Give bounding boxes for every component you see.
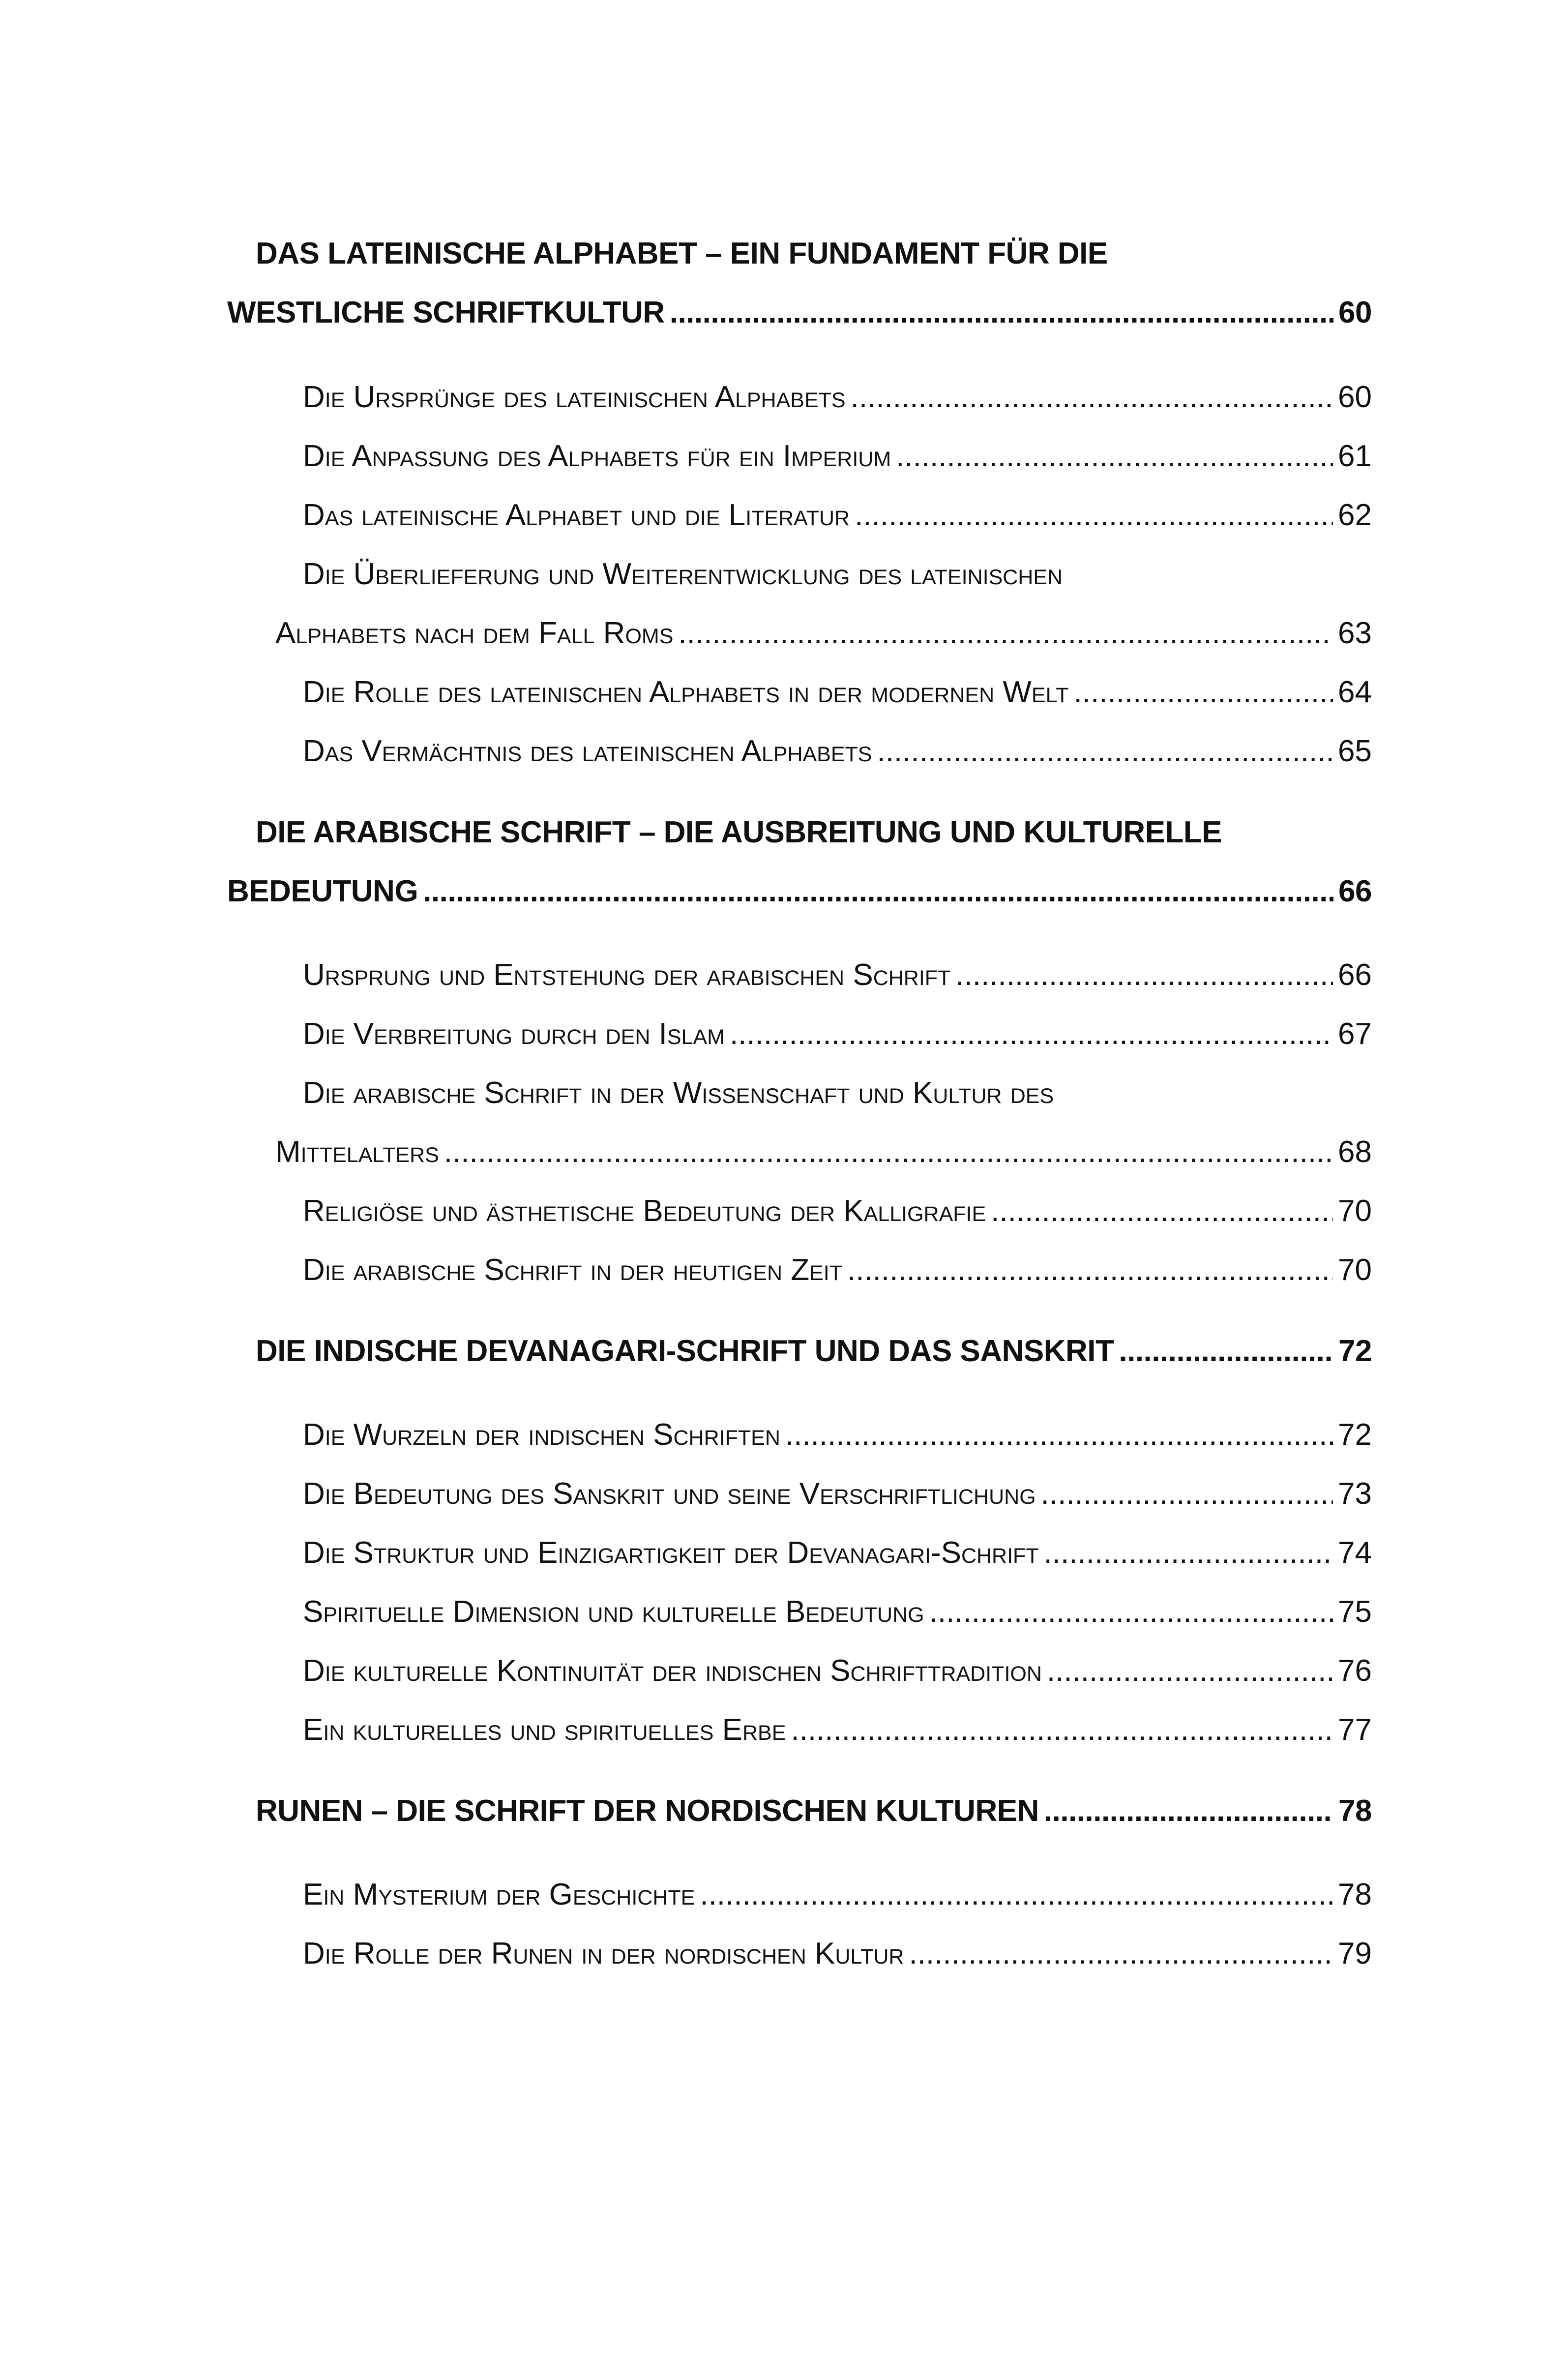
section-title: Alphabets nach dem Fall Roms bbox=[275, 616, 674, 650]
page-number: 76 bbox=[1338, 1654, 1372, 1688]
section-title: Religiöse und ästhetische Bedeutung der Kalligrafie bbox=[303, 1194, 986, 1228]
section-entry bbox=[303, 1647, 1372, 1695]
section-entry bbox=[303, 952, 1372, 999]
chapter-title: DIE ARABISCHE SCHRIFT – DIE AUSBREITUNG UND KULTURELLE bbox=[256, 815, 1222, 849]
page-number: 70 bbox=[1338, 1194, 1372, 1228]
section-entry bbox=[303, 551, 1372, 598]
dot-leader bbox=[423, 868, 1333, 915]
page-number: 68 bbox=[1338, 1135, 1372, 1169]
dot-leader bbox=[785, 1411, 1333, 1459]
chapter-title: BEDEUTUNG bbox=[227, 874, 418, 908]
page-number: 62 bbox=[1338, 498, 1372, 532]
section-title: Die arabische Schrift in der heutigen Zeit bbox=[303, 1253, 842, 1287]
section-entry bbox=[275, 1129, 1372, 1176]
dot-leader bbox=[700, 1871, 1333, 1918]
chapter-title: DIE INDISCHE DEVANAGARI-SCHRIFT UND DAS SANSKRIT bbox=[256, 1334, 1114, 1368]
section-entry bbox=[303, 1930, 1372, 1977]
section-title: Das lateinische Alphabet und die Literatur bbox=[303, 498, 850, 532]
section-entry bbox=[303, 433, 1372, 480]
section-title: Die Verbreitung durch den Islam bbox=[303, 1017, 725, 1051]
page-number: 63 bbox=[1338, 616, 1372, 650]
dot-leader bbox=[877, 728, 1333, 775]
chapter-heading bbox=[256, 1328, 1372, 1375]
section-title: Mittelalters bbox=[275, 1135, 439, 1169]
page-number: 78 bbox=[1338, 1878, 1372, 1911]
page-number: 67 bbox=[1338, 1017, 1372, 1051]
chapter-heading bbox=[256, 1788, 1372, 1835]
page-number: 77 bbox=[1338, 1713, 1372, 1747]
page-number: 78 bbox=[1338, 1794, 1372, 1828]
dot-leader bbox=[847, 1247, 1333, 1294]
dot-leader bbox=[1074, 669, 1333, 716]
dot-leader bbox=[955, 952, 1333, 999]
chapter-heading bbox=[256, 230, 1372, 277]
section-entry bbox=[303, 1529, 1372, 1577]
section-title: Die Anpassung des Alphabets für ein Imperium bbox=[303, 439, 891, 473]
section-entry bbox=[303, 374, 1372, 421]
chapter-title: DAS LATEINISCHE ALPHABET – EIN FUNDAMENT FÜR DIE bbox=[256, 237, 1108, 270]
dot-leader bbox=[855, 492, 1333, 539]
dot-leader bbox=[991, 1188, 1333, 1235]
section-entry bbox=[303, 1011, 1372, 1058]
section-entry bbox=[303, 1871, 1372, 1918]
dot-leader bbox=[909, 1930, 1333, 1977]
page-number: 66 bbox=[1338, 874, 1372, 908]
dot-leader bbox=[444, 1129, 1333, 1176]
chapter-heading bbox=[227, 289, 1372, 336]
section-title: Die Rolle des lateinischen Alphabets in der modernen Welt bbox=[303, 675, 1069, 709]
section-title: Die kulturelle Kontinuität der indischen Schrifttradition bbox=[303, 1654, 1042, 1688]
page-number: 79 bbox=[1338, 1937, 1372, 1970]
section-entry bbox=[303, 1188, 1372, 1235]
page-number: 73 bbox=[1338, 1477, 1372, 1511]
section-entry bbox=[303, 1588, 1372, 1636]
section-entry bbox=[303, 492, 1372, 539]
section-title: Das Vermächtnis des lateinischen Alphabets bbox=[303, 734, 872, 768]
page-number: 65 bbox=[1338, 734, 1372, 768]
dot-leader bbox=[1044, 1529, 1333, 1577]
dot-leader bbox=[896, 433, 1333, 480]
section-title: Die Ursprünge des lateinischen Alphabets bbox=[303, 380, 846, 414]
page-number: 61 bbox=[1338, 439, 1372, 473]
chapter-heading bbox=[256, 809, 1372, 856]
page-number: 64 bbox=[1338, 675, 1372, 709]
section-entry bbox=[303, 1070, 1372, 1117]
chapter-title: WESTLICHE SCHRIFTKULTUR bbox=[227, 296, 665, 329]
section-title: Die Bedeutung des Sanskrit und seine Verschriftlichung bbox=[303, 1477, 1036, 1511]
section-entry bbox=[303, 1247, 1372, 1294]
section-title: Ein Mysterium der Geschichte bbox=[303, 1878, 695, 1911]
section-entry bbox=[303, 728, 1372, 775]
page-number: 60 bbox=[1338, 296, 1372, 329]
section-entry bbox=[303, 1470, 1372, 1518]
page-number: 75 bbox=[1338, 1595, 1372, 1629]
dot-leader bbox=[1041, 1470, 1333, 1518]
dot-leader bbox=[1047, 1647, 1333, 1695]
section-entry bbox=[303, 669, 1372, 716]
section-entry bbox=[303, 1411, 1372, 1459]
page-number: 66 bbox=[1338, 958, 1372, 992]
chapter-heading bbox=[227, 868, 1372, 915]
section-title: Die Rolle der Runen in der nordischen Kultur bbox=[303, 1937, 904, 1970]
dot-leader bbox=[1044, 1788, 1333, 1835]
section-title: Ein kulturelles und spirituelles Erbe bbox=[303, 1713, 786, 1747]
page-number: 60 bbox=[1338, 380, 1372, 414]
section-title: Spirituelle Dimension und kulturelle Bedeutung bbox=[303, 1595, 924, 1629]
section-title: Ursprung und Entstehung der arabischen Schrift bbox=[303, 958, 951, 992]
dot-leader bbox=[678, 610, 1333, 657]
section-entry bbox=[275, 610, 1372, 657]
section-entry bbox=[303, 1706, 1372, 1754]
page-number: 70 bbox=[1338, 1253, 1372, 1287]
chapter-title: RUNEN – DIE SCHRIFT DER NORDISCHEN KULTUREN bbox=[256, 1794, 1039, 1828]
page-number: 72 bbox=[1338, 1418, 1372, 1452]
section-title: Die Struktur und Einzigartigkeit der Devanagari-Schrift bbox=[303, 1536, 1039, 1570]
section-title: Die Überlieferung und Weiterentwicklung des lateinischen bbox=[303, 557, 1063, 591]
page-number: 72 bbox=[1338, 1334, 1372, 1368]
section-title: Die Wurzeln der indischen Schriften bbox=[303, 1418, 780, 1452]
section-title: Die arabische Schrift in der Wissenschaft und Kultur des bbox=[303, 1076, 1054, 1110]
dot-leader bbox=[730, 1011, 1333, 1058]
dot-leader bbox=[851, 374, 1333, 421]
page-number: 74 bbox=[1338, 1536, 1372, 1570]
dot-leader bbox=[1119, 1328, 1333, 1375]
dot-leader bbox=[929, 1588, 1333, 1636]
dot-leader bbox=[791, 1706, 1333, 1754]
dot-leader bbox=[670, 289, 1333, 336]
